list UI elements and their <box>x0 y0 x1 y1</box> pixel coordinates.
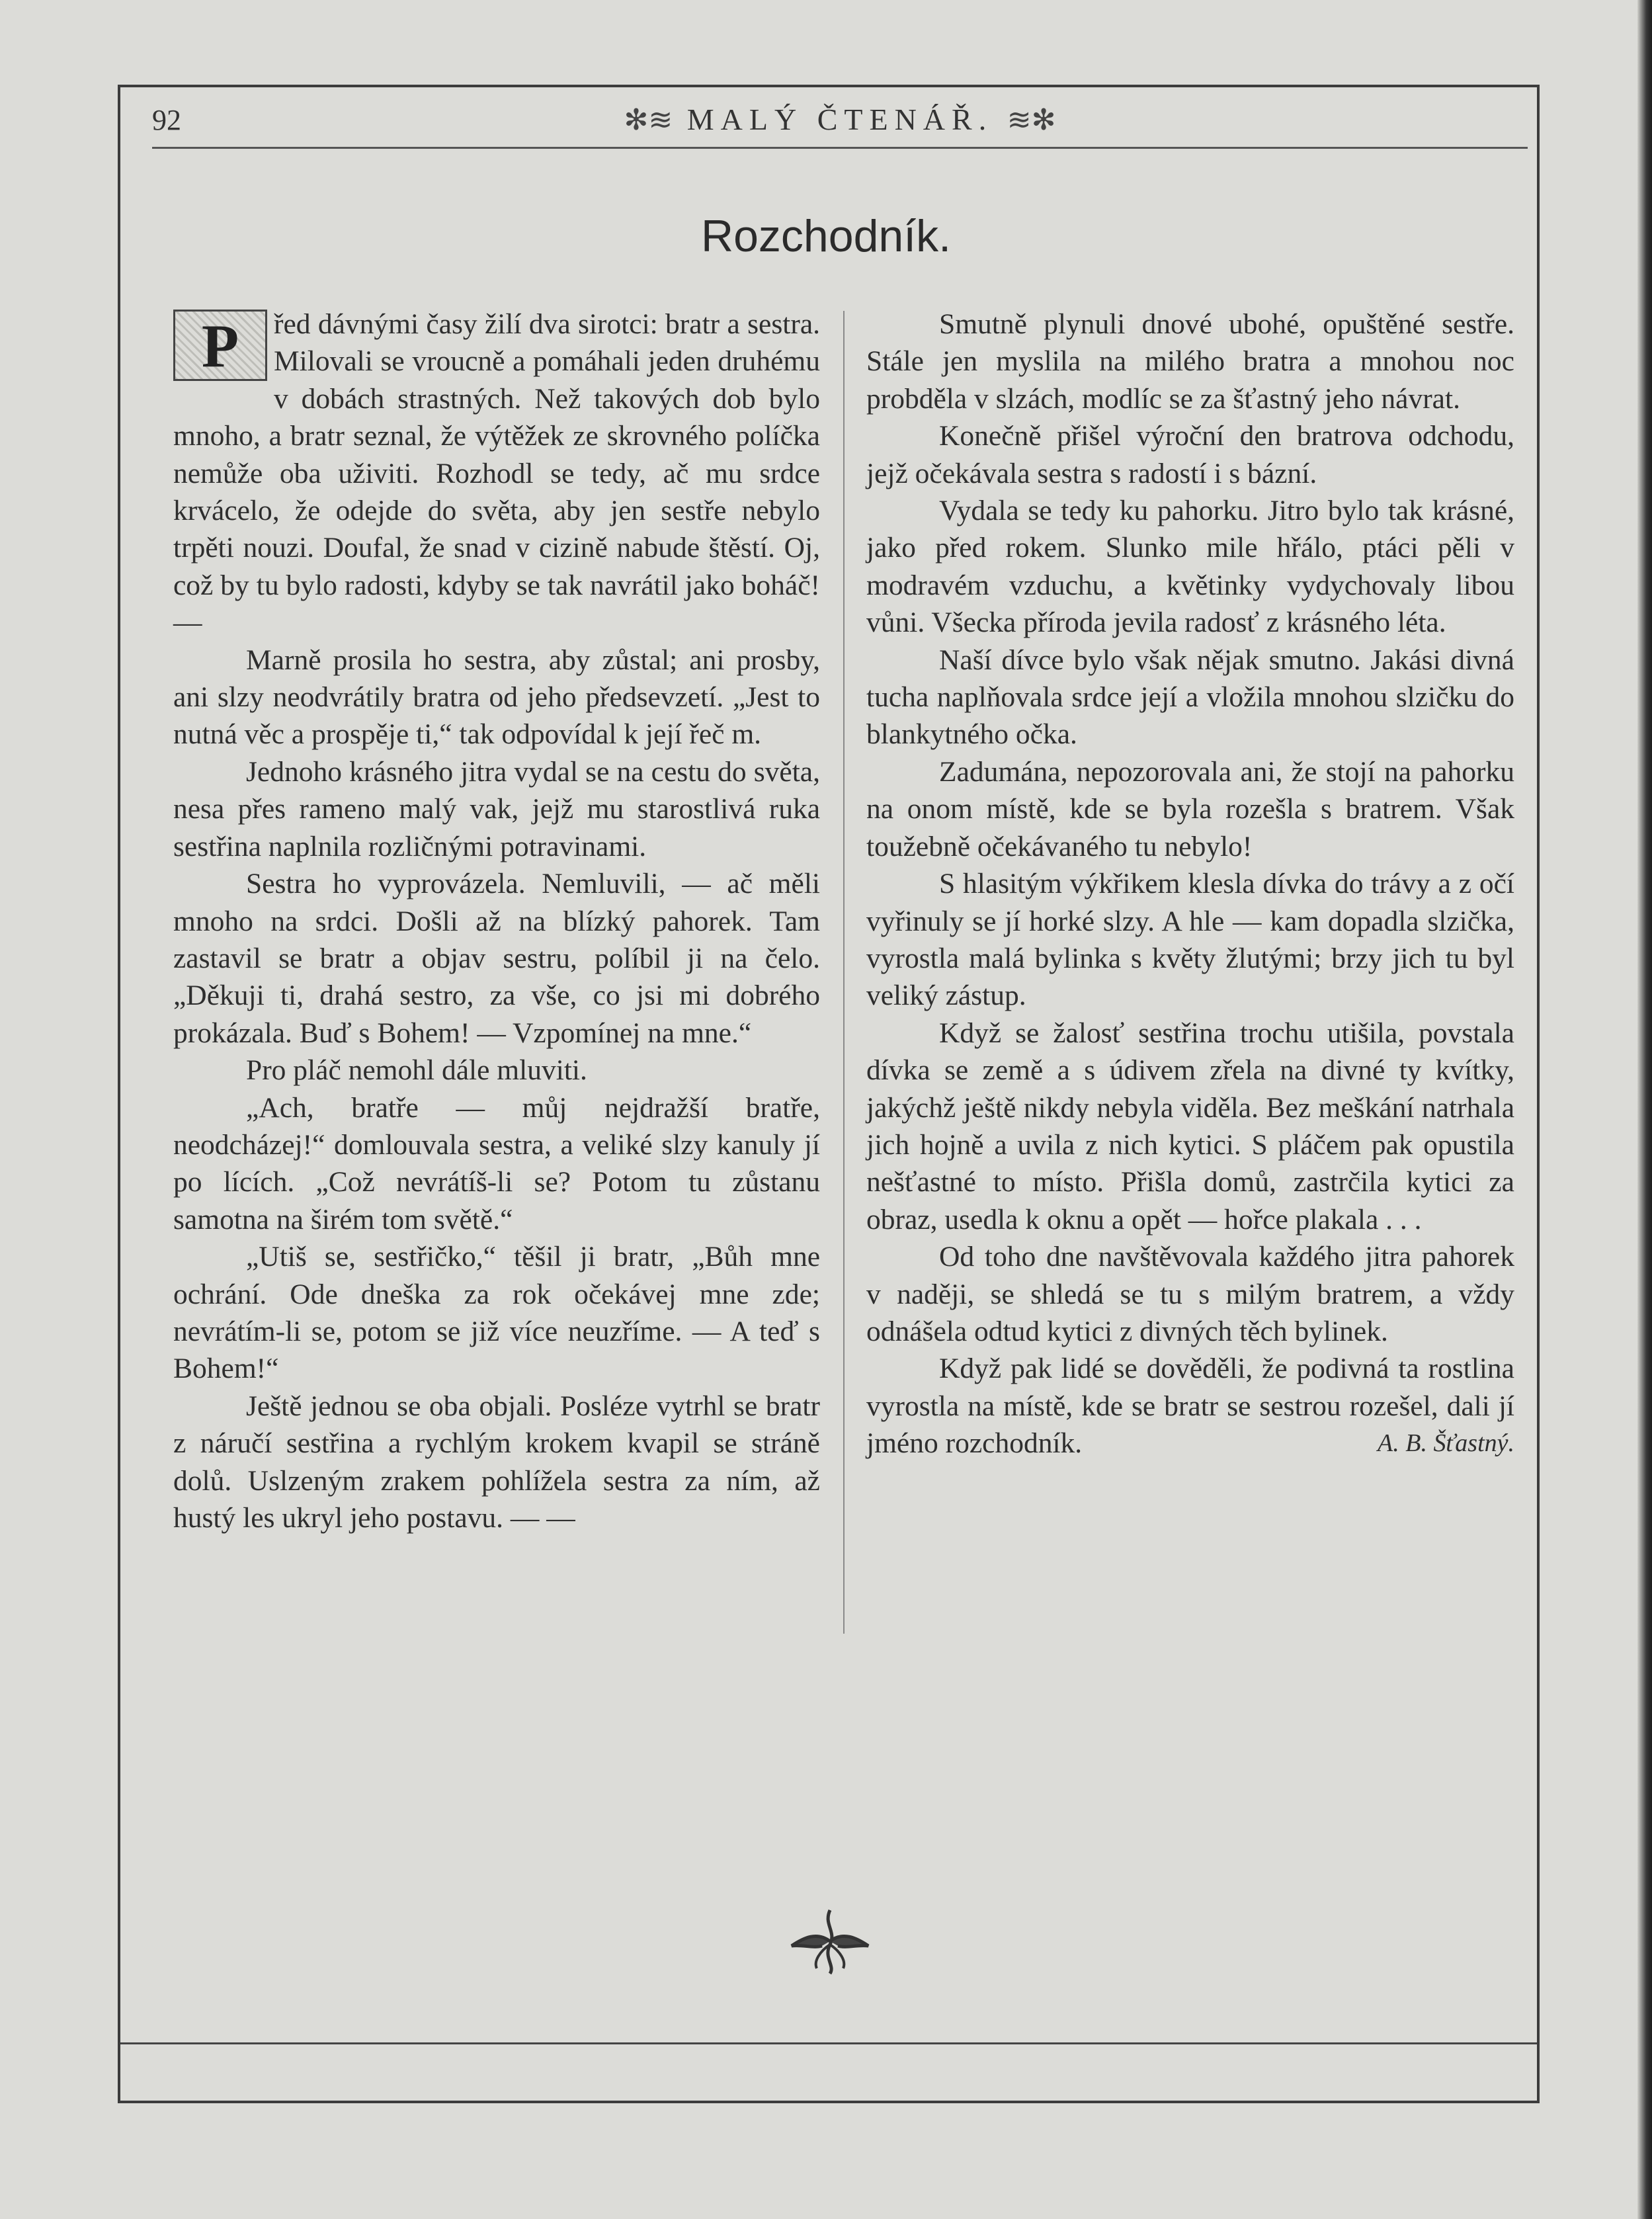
paragraph: Od toho dne navštěvovala každého jitra pahorek v naději, se shledá se tu s milým bratrem, a vždy odnášela odtud kytici z divných těch bylinek. <box>866 1241 1514 1347</box>
ornament-right-icon: ≋✻ <box>1007 104 1056 136</box>
running-head <box>152 102 1528 137</box>
article-title: Rozchodník. <box>701 211 951 261</box>
bottom-rule <box>120 2042 1537 2044</box>
scan-edge <box>1637 0 1652 2219</box>
paragraph-final: Když pak lidé se dověděli, že podivná ta rostlina vyrostla na místě, kde se bratr se sestrou rozešel, dali jí jméno rozchodník. A. B. Šťastný. <box>866 1350 1514 1462</box>
paragraph: Naší dívce bylo však nějak smutno. Jakási divná tucha naplňovala srdce její a vložila mnohou slzičku do blankytného očka. <box>866 644 1514 751</box>
paragraph: Smutně plynuli dnové ubohé, opuštěné sestře. Stále jen myslila na milého bratra a mnohou noc probděla v slzách, modlíc se za šťastný jeho návrat. <box>866 308 1514 415</box>
paragraph: S hlasitým výkřikem klesla dívka do trávy a z očí vyřinuly se jí horké slzy. A hle — kam dopadla slzička, vyrostla malá bylinka s květy žlutými; brzy jich tu byl veliký zástup. <box>866 868 1514 1012</box>
left-column <box>173 306 820 1536</box>
paragraph: Ještě jednou se oba objali. Posléze vytrhl se bratr z náručí sestřina a rychlým krokem kvapil se stráně dolů. Uslzeným zrakem pohlížela sestra za ním, až hustý les ukryl jeho postavu. — — <box>173 1390 820 1534</box>
magazine-title: MALÝ ČTENÁŘ. <box>686 103 993 136</box>
paragraph: „Utiš se, sestřičko,“ těšil ji bratr, „Bůh mne ochrání. Ode dneška za rok očekávej mne zde; nevrátím-li se, potom se již více neuzříme. — A teď s Bohem!“ <box>173 1241 820 1385</box>
paragraph: Marně prosila ho sestra, aby zůstal; ani prosby, ani slzy neodvrátily bratra od jeho předsevzetí. „Jest to nutná věc a prospěje ti,“ tak odpovídal k její řeč m. <box>173 644 820 751</box>
paragraph: Zadumána, nepozorovala ani, že stojí na pahorku na onom místě, kde se byla rozešla s bratrem. Však toužebně očekávaného tu nebylo! <box>866 755 1514 862</box>
fleuron-icon <box>784 1905 876 1978</box>
drop-cap: P <box>173 310 267 381</box>
paragraph: Jednoho krásného jitra vydal se na cestu do světa, nesa přes rameno malý vak, jejž mu starostlivá ruka sestřina naplnila rozličnými potravinami. <box>173 755 820 862</box>
page-number: 92 <box>152 104 181 136</box>
right-column <box>866 306 1514 1462</box>
paragraph: P řed dávnými časy žilí dva sirotci: bratr a sestra. Milovali se vroucně a pomáhali jeden druhému v dobách strastných. Než takových dob bylo mnoho, a bratr seznal, že výtěžek ze skrovného políčka nemůže oba uživiti. Rozhodl se tedy, ač mu srdce krvácelo, že odejde do světa, aby jen sestře nebylo trpěti nouzi. Doufal, že snad v cizině nabude štěstí. Oj, což by tu bylo radosti, kdyby se tak navrátil jako boháč! — <box>173 308 820 639</box>
paragraph: Vydala se tedy ku pahorku. Jitro bylo tak krásné, jako před rokem. Slunko mile hřálo, ptáci pěli v modravém vzduchu, a květinky vydychovaly libou vůni. Všecka příroda jevila radosť z krásného léta. <box>866 495 1514 639</box>
paragraph: „Ach, bratře — můj nejdražší bratře, neodcházej!“ domlouvala sestra, a veliké slzy kanuly jí po lících. „Což nevrátíš-li se? Potom tu zůstanu samotna na širém tom světě.“ <box>173 1091 820 1235</box>
paragraph: Konečně přišel výroční den bratrova odchodu, jejž očekávala sestra s radostí i s bázní. <box>866 420 1514 489</box>
column-divider <box>843 311 845 1634</box>
paragraph: Pro pláč nemohl dále mluviti. <box>246 1054 587 1087</box>
page-header <box>152 99 1528 146</box>
paragraph: Sestra ho vyprovázela. Nemluvili, — ač měli mnoho na srdci. Došli až na blízký pahorek. Tam zastavil se bratr a objav sestru, políbil ji na čelo. „Děkuji ti, drahá sestro, za vše, co jsi mi dobrého prokázala. Buď s Bohem! — Vzpomínej na mne.“ <box>173 868 820 1049</box>
author-signature: A. B. Šťastný. <box>1378 1429 1514 1458</box>
header-rule <box>152 147 1528 149</box>
ornament-left-icon: ✻≋ <box>624 104 673 136</box>
paragraph: Když se žalosť sestřina trochu utišila, povstala dívka se země a s údivem zřela na divné ty kvítky, jakýchž ještě nikdy nebyla viděla. Bez meškání natrhala jich hojně a uvila z nich kytici. S pláčem pak opustila nešťastné to místo. Přišla domů, zastrčila kytici za obraz, usedla k oknu a opět — hořce plakala . . . <box>866 1017 1514 1235</box>
